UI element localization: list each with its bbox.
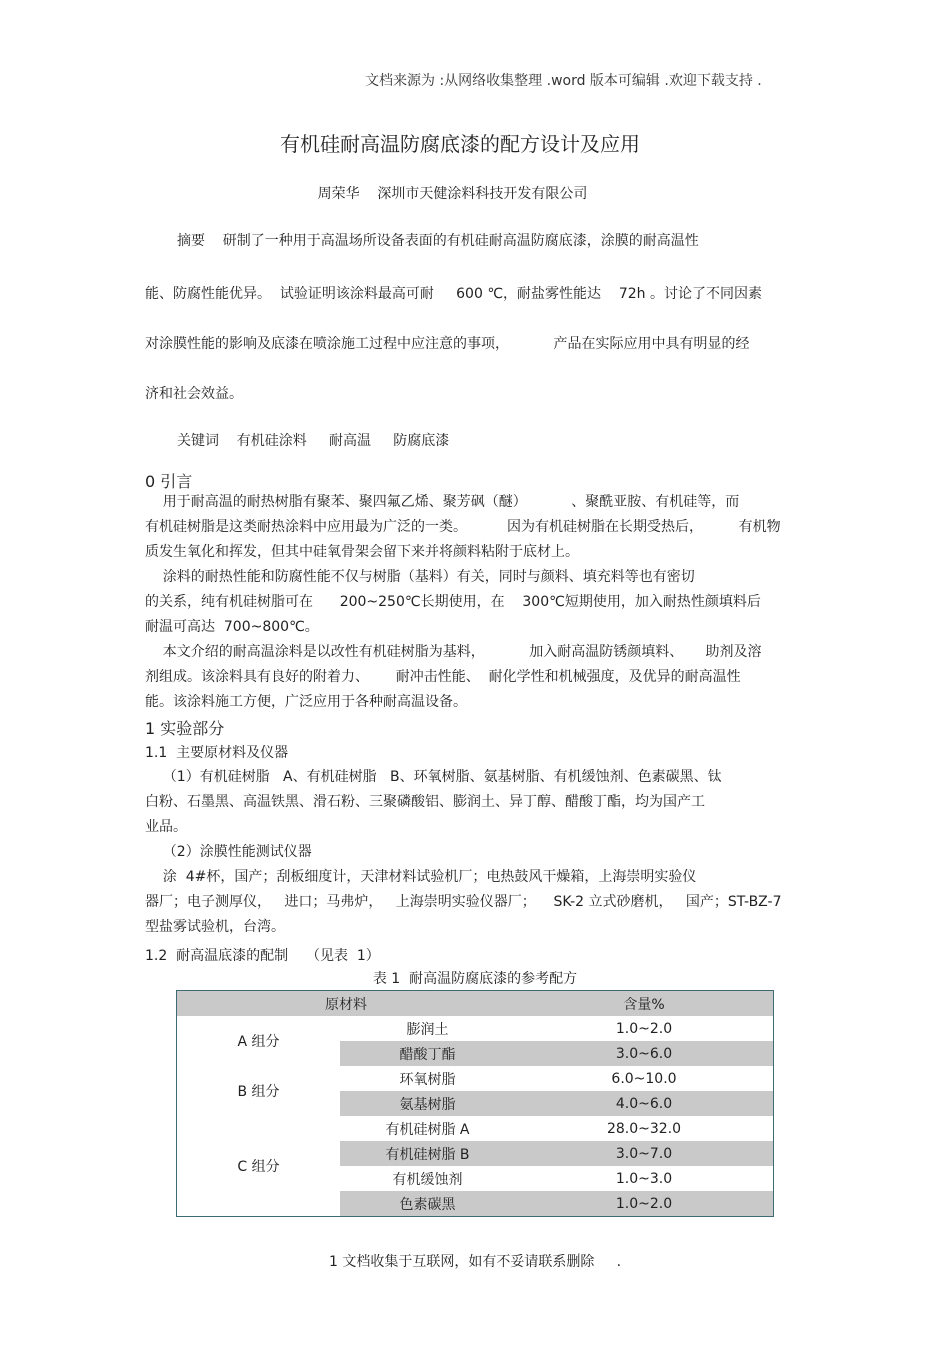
section-1-1-line: 业品。 [145, 819, 187, 835]
section-1-1-line: 白粉、石墨黑、高温铁黑、滑石粉、三聚磷酸铝、膨润土、异丁醇、醋酸丁酯，均为国产工 [145, 794, 705, 810]
col-header-material: 原材料 [177, 991, 516, 1017]
table-header-row [177, 991, 774, 1017]
abstract-line-4: 济和社会效益。 [145, 386, 243, 402]
col-header-content: 含量% [515, 991, 774, 1017]
material-cell: 环氧树脂 [399, 1071, 456, 1088]
page-footer: 1 文档收集于互联网，如有不妥请联系删除 . [328, 1254, 622, 1270]
material-cell: 有机硅树脂 B [340, 1141, 515, 1166]
section-0-line: 用于耐高温的耐热树脂有聚苯、聚四氟乙烯、聚芳砜（醚） 、聚酰亚胺、有机硅等，而 [145, 494, 740, 510]
material-cell: 有机硅树脂 A [385, 1121, 470, 1138]
content-cell: 6.0~10.0 [611, 1070, 677, 1087]
keywords: 关键词 有机硅涂料 耐高温 防腐底漆 [177, 433, 450, 449]
section-1-1-heading: 1.1 主要原材料及仪器 [145, 745, 289, 761]
material-cell: 色素碳黑 [340, 1191, 515, 1217]
section-0-line: 耐温可高达 700~800℃。 [145, 619, 319, 635]
material-cell: 醋酸丁酯 [340, 1041, 515, 1066]
formula-table [176, 990, 774, 1217]
content-cell: 4.0~6.0 [515, 1091, 774, 1116]
material-cell: 有机缓蚀剂 [392, 1171, 463, 1188]
content-cell: 1.0~2.0 [515, 1191, 774, 1217]
section-1-1-line: （1）有机硅树脂 A、有机硅树脂 B、环氧树脂、氨基树脂、有机缓蚀剂、色素碳黑、钛 [145, 769, 722, 785]
section-0-line: 质发生氧化和挥发，但其中硅氧骨架会留下来并将颜料粘附于底材上。 [145, 544, 579, 560]
section-0-line: 剂组成。该涂料具有良好的附着力、 耐冲击性能、 耐化学性和机械强度，及优异的耐高温性 [145, 669, 741, 685]
section-0-heading: 0 引言 [145, 472, 193, 491]
content-cell: 3.0~7.0 [515, 1141, 774, 1166]
section-1-2-heading: 1.2 耐高温底漆的配制 （见表 1） [145, 948, 380, 964]
section-1-1-line: 涂 4#杯，国产；刮板细度计，天津材料试验机厂；电热鼓风干燥箱，上海崇明实验仪 [145, 869, 697, 885]
content-cell: 3.0~6.0 [515, 1041, 774, 1066]
table-row [177, 1016, 774, 1041]
abstract-line-2: 能、防腐性能优异。 试验证明该涂料最高可耐 600 ℃，耐盐雾性能达 72h 。讨论了不同因素 [145, 286, 762, 302]
section-0-line: 本文介绍的耐高温涂料是以改性有机硅树脂为基料， 加入耐高温防锈颜填料、 助剂及溶 [145, 644, 762, 660]
content-cell: 28.0~32.0 [606, 1120, 682, 1137]
table-caption: 表 1 耐高温防腐底漆的参考配方 [372, 971, 578, 987]
section-0-line: 有机硅树脂是这类耐热涂料中应用最为广泛的一类。 因为有机硅树脂在长期受热后， 有机物 [145, 519, 781, 535]
content-cell: 1.0~2.0 [615, 1020, 673, 1037]
group-label: C 组分 [237, 1159, 280, 1175]
section-1-1-line: 器厂；电子测厚仪， 进口；马弗炉， 上海崇明实验仪器厂； SK-2 立式砂磨机， 国产；ST-BZ-7 [145, 894, 782, 910]
group-label: B 组分 [237, 1084, 280, 1100]
abstract-line-1: 摘要 研制了一种用于高温场所设备表面的有机硅耐高温防腐底漆，涂膜的耐高温性 [177, 233, 699, 249]
table-row [177, 1066, 774, 1091]
section-0-line: 涂料的耐热性能和防腐性能不仅与树脂（基料）有关，同时与颜料、填充料等也有密切 [145, 569, 695, 585]
author-line: 周荣华 深圳市天健涂料科技开发有限公司 [317, 186, 588, 202]
section-1-1-line: （2）涂膜性能测试仪器 [145, 844, 312, 860]
abstract-line-3: 对涂膜性能的影响及底漆在喷涂施工过程中应注意的事项， 产品在实际应用中具有明显的经 [145, 336, 750, 352]
group-label: A 组分 [237, 1034, 280, 1050]
section-0-line: 能。该涂料施工方便，广泛应用于各种耐高温设备。 [145, 694, 467, 710]
document-title: 有机硅耐高温防腐底漆的配方设计及应用 [280, 132, 640, 156]
page-header: 文档来源为 :从网络收集整理 .word 版本可编辑 .欢迎下载支持 . [365, 73, 762, 89]
section-1-1-line: 型盐雾试验机，台湾。 [145, 919, 285, 935]
content-cell: 1.0~3.0 [615, 1170, 673, 1187]
material-cell: 膨润土 [406, 1021, 449, 1038]
section-1-heading: 1 实验部分 [145, 719, 225, 738]
table-row [177, 1116, 774, 1141]
material-cell: 氨基树脂 [340, 1091, 515, 1116]
section-0-line: 的关系，纯有机硅树脂可在 200~250℃长期使用，在 300℃短期使用，加入耐热性颜填料后 [145, 594, 761, 610]
